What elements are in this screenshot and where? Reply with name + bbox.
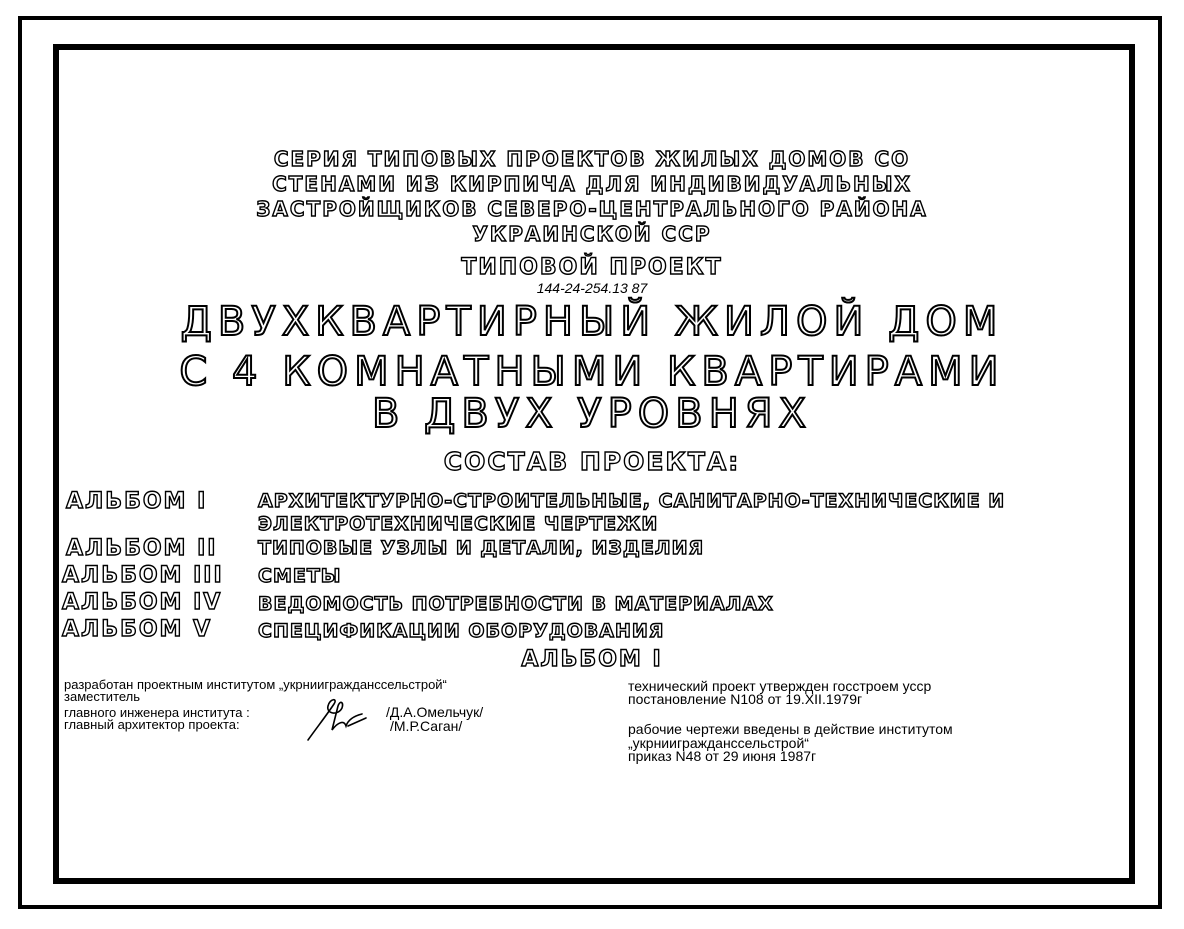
developed-by: разработан проектным институтом „укрниигражданссельстрой“: [64, 677, 447, 692]
series-line: УКРАИНСКОЙ ССР: [472, 222, 712, 246]
current-album: АЛЬБОМ I: [521, 647, 663, 672]
working-drawings-line-1: рабочие чертежи введены в действие институтом: [628, 721, 953, 737]
series-line: СТЕНАМИ ИЗ КИРПИЧА ДЛЯ ИНДИВИДУАЛЬНЫХ: [272, 172, 912, 196]
album-2-label: АЛЬБОМ II: [66, 536, 218, 561]
project-title-line-1: ДВУХКВАРТИРНЫЙ ЖИЛОЙ ДОМ: [180, 299, 1004, 345]
approval-line-1: технический проект утвержден госстроем усср: [628, 678, 932, 694]
album-2-desc: ТИПОВЫЕ УЗЛЫ И ДЕТАЛИ, ИЗДЕЛИЯ: [258, 537, 705, 559]
project-title-line-3: В ДВУХ УРОВНЯХ: [371, 391, 813, 437]
album-4-label: АЛЬБОМ IV: [62, 590, 223, 615]
album-1-label: АЛЬБОМ I: [66, 489, 208, 514]
chief-architect-name: /М.Р.Саган/: [390, 718, 463, 734]
album-3-label: АЛЬБОМ III: [62, 563, 224, 588]
deputy-label: заместитель: [64, 689, 141, 704]
series-line: ЗАСТРОЙЩИКОВ СЕВЕРО-ЦЕНТРАЛЬНОГО РАЙОНА: [256, 197, 928, 221]
project-title-line-2: С 4 КОМНАТНЫМИ КВАРТИРАМИ: [179, 349, 1005, 395]
album-3-desc: СМЕТЫ: [258, 565, 342, 587]
composition-heading: СОСТАВ ПРОЕКТА:: [443, 447, 741, 476]
approval-line-2: постановление N108 от 19.XII.1979г: [628, 691, 863, 707]
project-label: ТИПОВОЙ ПРОЕКТ: [461, 255, 723, 280]
album-5-label: АЛЬБОМ V: [62, 617, 213, 642]
working-drawings-line-3: приказ N48 от 29 июня 1987г: [628, 748, 817, 764]
working-drawings-line-2: „укрниигражданссельстрой“: [628, 735, 809, 751]
album-5-desc: СПЕЦИФИКАЦИИ ОБОРУДОВАНИЯ: [258, 620, 665, 642]
chief-engineer-name: /Д.А.Омельчук/: [386, 704, 484, 720]
chief-engineer-title: главного инженера института :: [64, 705, 250, 720]
series-line: СЕРИЯ ТИПОВЫХ ПРОЕКТОВ ЖИЛЫХ ДОМОВ СО: [273, 147, 911, 171]
signature-icon: [304, 696, 370, 744]
album-4-desc: ВЕДОМОСТЬ ПОТРЕБНОСТИ В МАТЕРИАЛАХ: [258, 593, 774, 615]
album-1-desc: АРХИТЕКТУРНО-СТРОИТЕЛЬНЫЕ, САНИТАРНО-ТЕХНИЧЕСКИЕ И: [258, 490, 1006, 512]
album-1-desc-cont: ЭЛЕКТРОТЕХНИЧЕСКИЕ ЧЕРТЕЖИ: [258, 513, 659, 535]
series-header: [0, 147, 1184, 247]
project-number: 144-24-254.13 87: [536, 280, 648, 296]
chief-architect-title: главный архитектор проекта:: [64, 717, 240, 732]
